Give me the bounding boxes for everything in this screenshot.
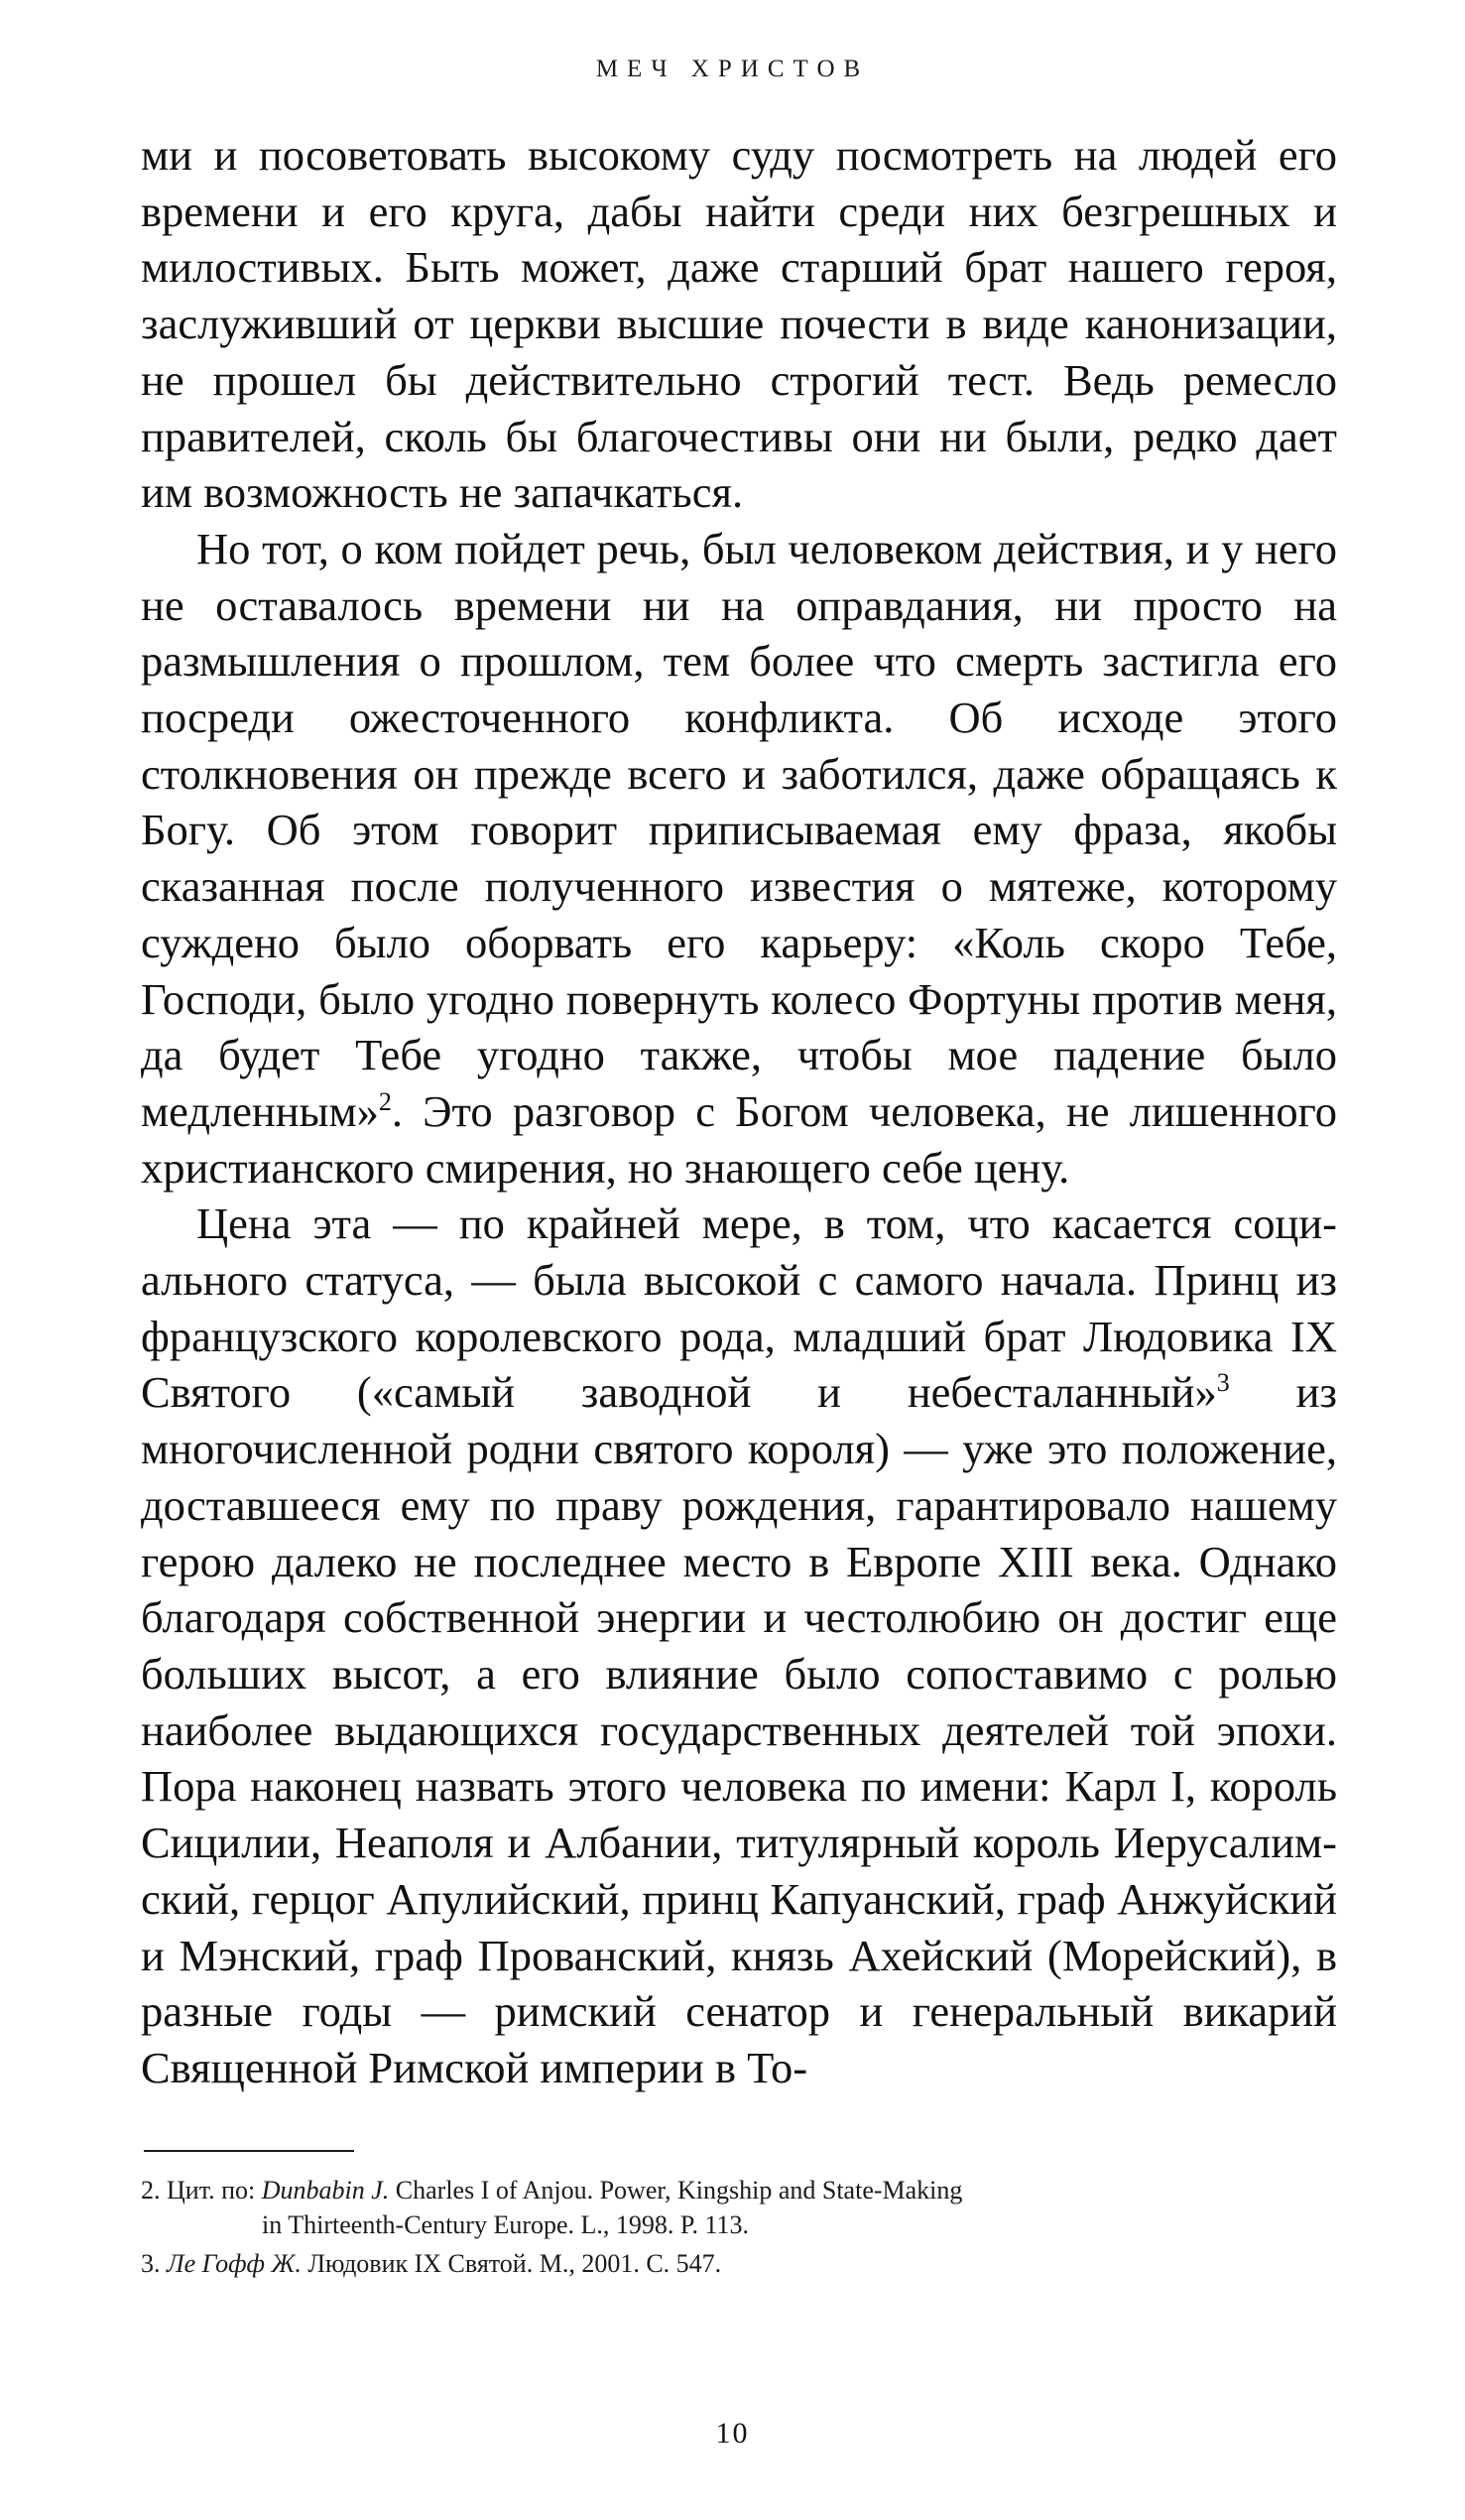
footnote-3-text: Людовик IX Святой. М., 2001. С. 547. [307,2249,722,2278]
paragraph-2-text-b: . Это разговор с Богом человека, не лишенного христианского смирения, но знающего себе цену. [141,1085,1337,1193]
paragraph-3-text-a: Цена эта — по крайней мере, в том, что касается социального статуса, — была высокой с самого начала. Принц из французского королевского рода, младший брат Людовика IX Святого («самый заводной и небесталанный» [141,1198,1337,1418]
footnote-2-prefix: Цит. по: [167,2176,256,2205]
main-text [141,127,1337,2096]
paragraph-2-text-a: Но тот, о ком пойдет речь, был человеком действия, и у него не оставалось времени ни на оправдания, ни просто на размышления о прошлом, тем более что смерть застигла его посреди ожесточенного конфликта. Об исходе этого столкновения он прежде всего и заботился, даже обращаясь к Богу. Об этом говорит приписываемая ему фраза, якобы сказанная после полученного известия о мятеже, которому суждено было оборвать его карьеру: «Коль скоро Тебе, Господи, было угодно повернуть колесо Фортуны против меня, да будет Тебе угодно также, чтобы мое падение было медленным» [141,523,1337,1136]
page-number: 10 [715,2417,750,2450]
footnote-divider [144,2150,354,2152]
footnote-2-title-line1: Charles I of Anjou. Power, Kingship and State-Making [395,2176,963,2205]
paragraph-2 [141,521,1337,1196]
footnote-3 [141,2246,1337,2281]
paragraph-1: ми и посоветовать высокому суду посмотреть на людей его времени и его круга, дабы найти среди них безгрешных и милостивых. Быть может, даже старший брат нашего героя, заслуживший от церкви высшие почести в виде канонизации, не прошел бы действительно строгий тест. Ведь ремесло правителей, сколь бы благочестивы они ни были, редко дает им возможность не запачкаться. [141,130,1337,518]
footnote-2-author: Dunbabin J. [261,2176,390,2205]
footnote-2 [141,2173,1337,2242]
footnote-3-author: Ле Гофф Ж. [167,2249,302,2278]
paragraph-3-text-b: из многочисленной родни святого короля) — уже это положение, доставшееся ему по праву рождения, гарантировало нашему герою далеко не последнее место в Европе XIII века. Однако благодаря собственной энергии и честолюбию он достиг еще больших высот, а его влияние было сопоставимо с ролью наиболее выдающихся государственных деятелей той эпохи. Пора наконец назвать этого человека по имени: Карл I, король Сицилии, Неаполя и Албании, титулярный король Иерусалимский, герцог Апулийский, принц Капуанский, граф Анжуйский и Мэнский, граф Прованский, князь Ахейский (Морейский), в разные годы — римский сенатор и генеральный викарий Священной Римской империи в То- [141,1367,1337,2092]
footnote-ref-2: 2 [378,1087,392,1117]
footnote-ref-3: 3 [1216,1368,1230,1398]
footnote-2-marker: 2. [141,2176,161,2205]
footnote-3-marker: 3. [141,2249,161,2278]
footnote-2-title-line2: in Thirteenth-Century Europe. L., 1998. P. 113. [262,2210,750,2239]
paragraph-3 [141,1196,1337,2095]
running-header: МЕЧ ХРИСТОВ [595,56,870,82]
footnotes [141,2173,1337,2285]
